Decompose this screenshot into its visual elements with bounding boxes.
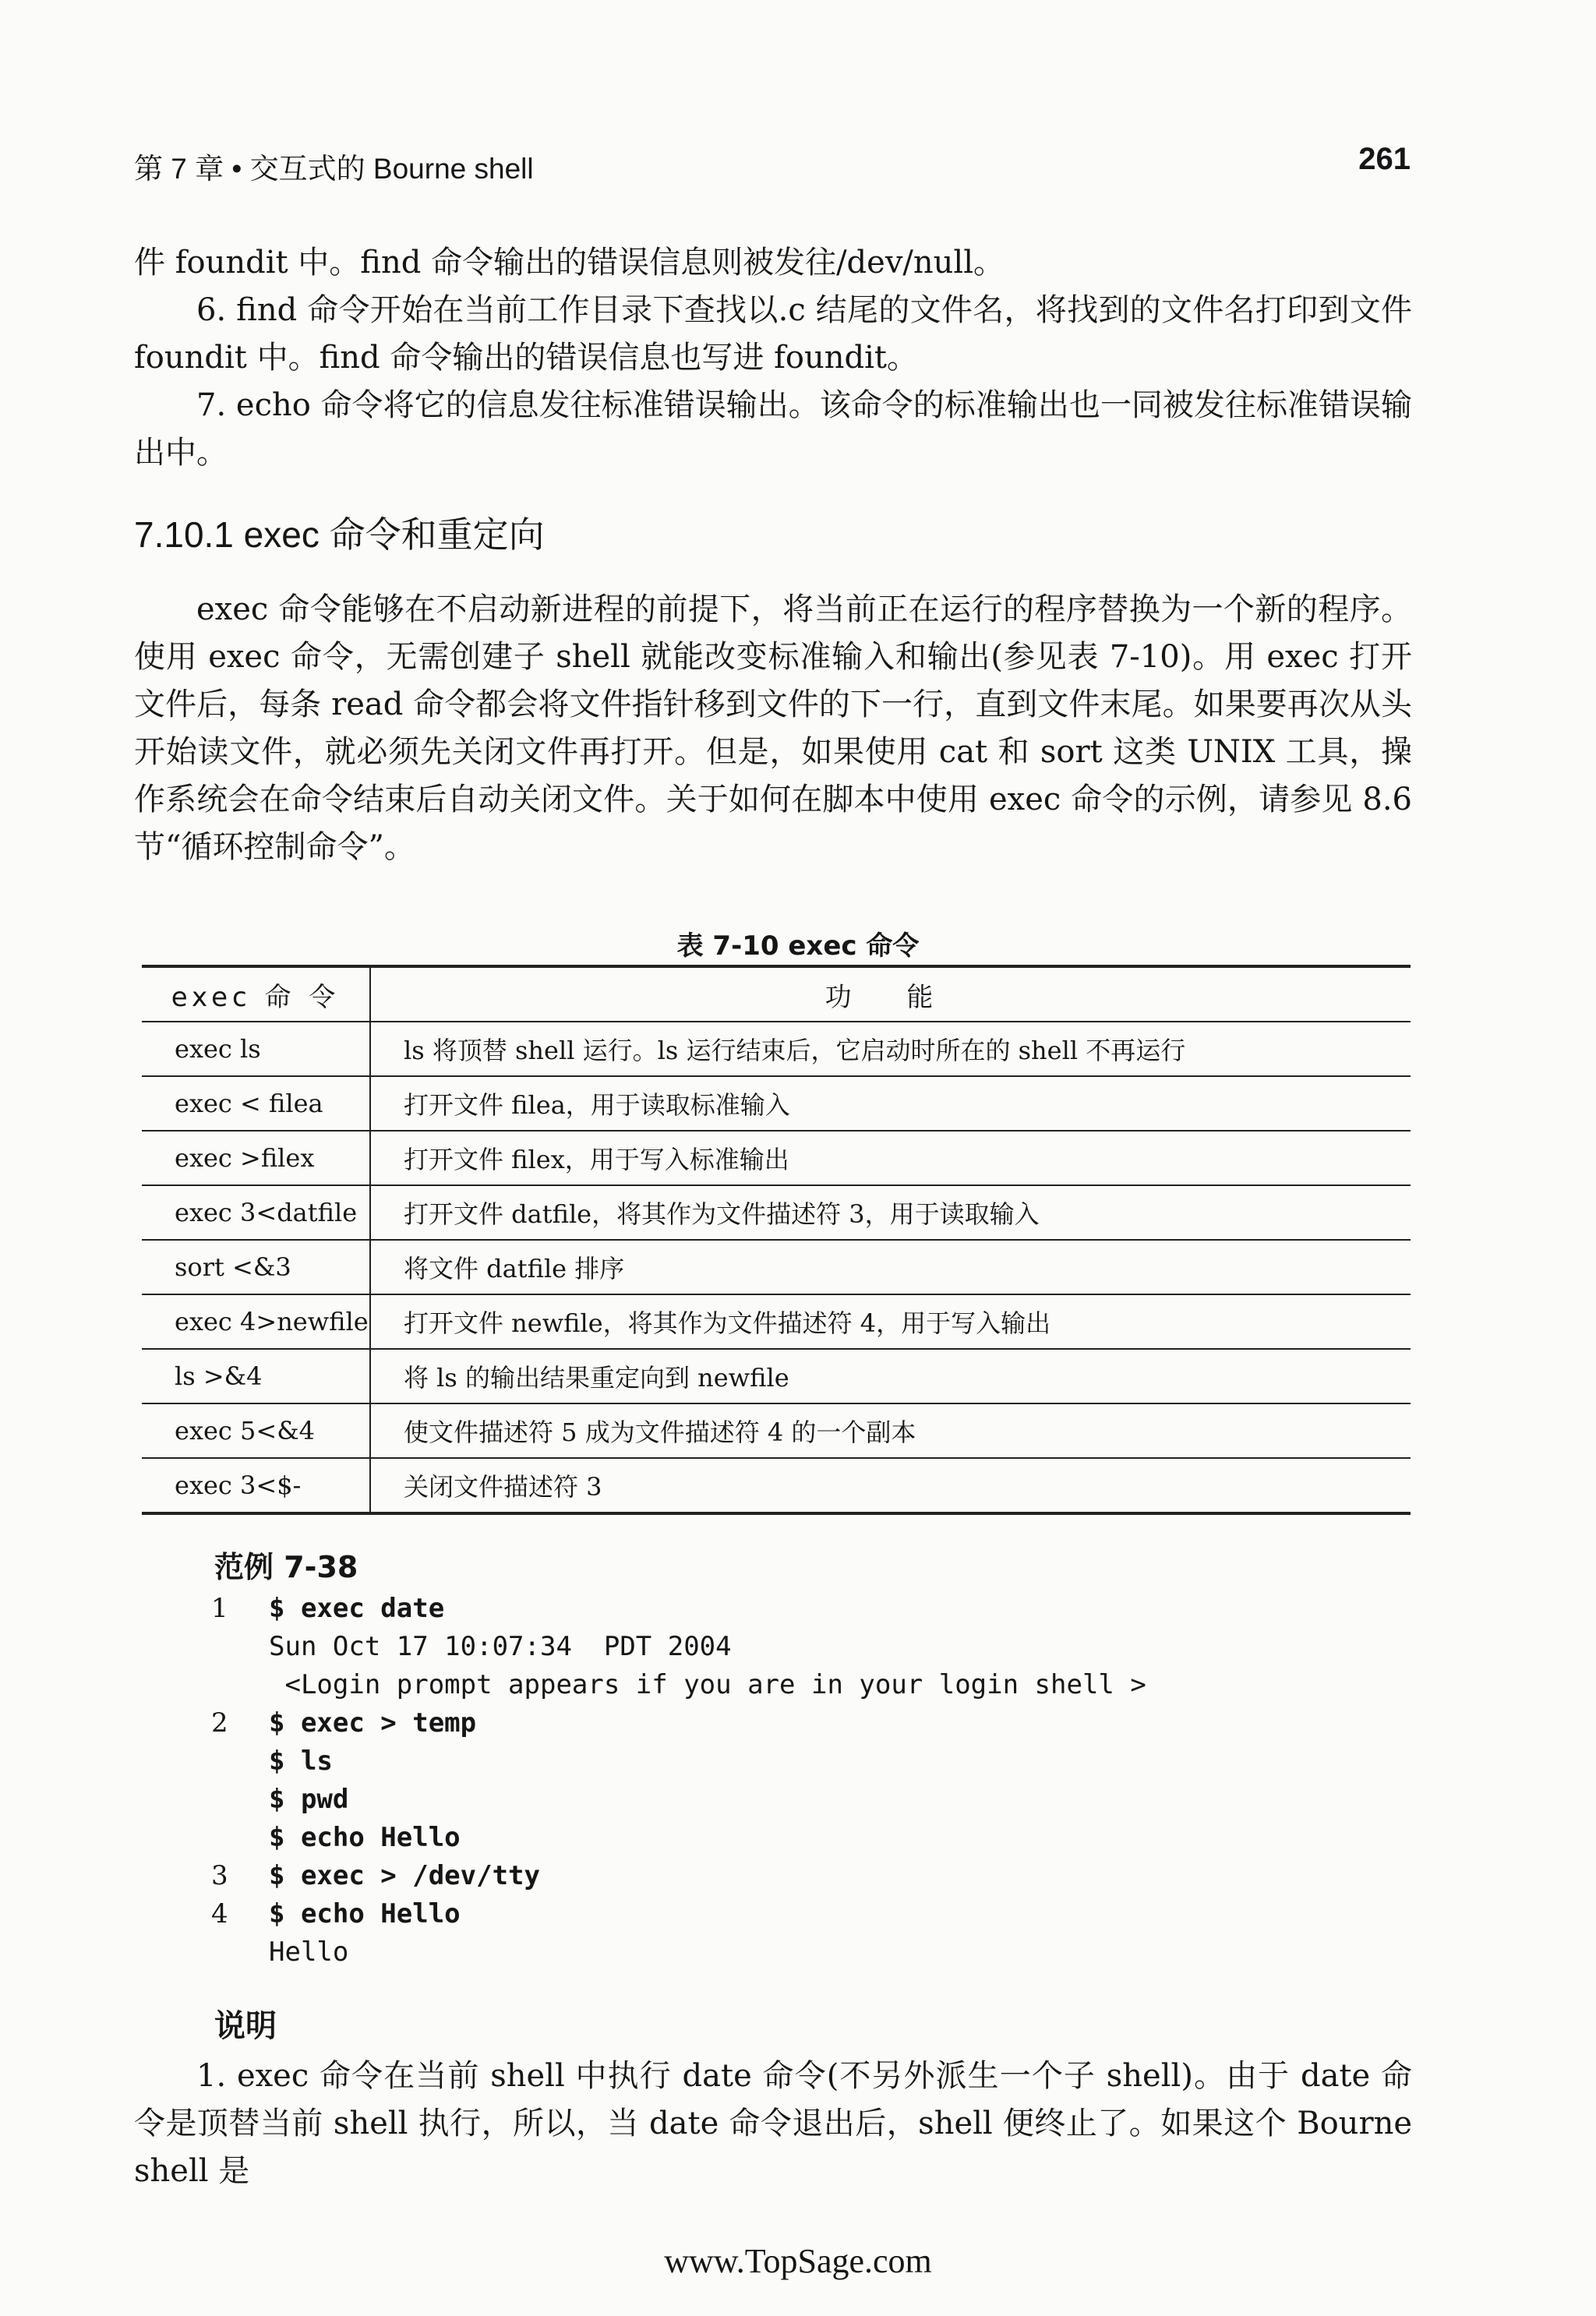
code-line-text: $ echo Hello [269,1898,461,1929]
code-line-number: 1 [211,1593,228,1624]
code-line-text: $ pwd [269,1784,349,1815]
table-cell-command: exec >filex [142,1131,370,1185]
table-caption: 表 7-10 exec 命令 [676,930,920,962]
code-line-text: $ exec > /dev/tty [269,1860,540,1891]
table-row [142,1022,1411,1076]
table-row [142,1185,1411,1240]
table-cell-command: ls >&4 [142,1349,370,1403]
notes-paragraph: 1. exec 命令在当前 shell 中执行 date 命令(不另外派生一个子 shell)。由于 date 命令是顶替当前 shell 执行，所以，当 date 命令退出后，shell 便终止了。如果这个 Bourne shell 是 [134,2058,1412,2189]
code-line-text: $ exec > temp [269,1707,477,1739]
section-paragraph: exec 命令能够在不启动新进程的前提下，将当前正在运行的程序替换为一个新的程序。使用 exec 命令，无需创建子 shell 就能改变标准输入和输出(参见表 7-10)。用 exec 打开文件后，每条 read 命令都会将文件指针移到文件的下一行，直到文件末尾。如果要再次从头开始读文件，就必须先关闭文件再打开。但是，如果使用 cat 和 sort 这类 UNIX 工具，操作系统会在命令结束后自动关闭文件。关于如何在脚本中使用 exec 命令的示例，请参见 8.6 节“循环控制命令”。 [134,591,1412,865]
table-cell-function: 将 ls 的输出结果重定向到 newfile [370,1349,1411,1403]
table-cell-command: exec < filea [142,1076,370,1131]
page-number: 261 [1358,142,1411,176]
exec-command-table [142,965,1411,1515]
code-line-number: 2 [211,1707,228,1739]
table-row [142,1294,1411,1349]
code-line-number: 4 [211,1898,228,1929]
table-header-row [142,966,1411,1022]
table-cell-function: 打开文件 filex，用于写入标准输出 [370,1131,1411,1185]
table-cell-command: exec 3<$- [142,1458,370,1513]
code-line-text: $ ls [269,1746,333,1777]
table-row [142,1076,1411,1131]
intro-item-7: 7. echo 命令将它的信息发往标准错误输出。该命令的标准输出也一同被发往标准错误输出中。 [134,387,1412,471]
footer-url: www.TopSage.com [664,2242,932,2280]
code-line-number: 3 [211,1860,228,1891]
code-line-text: Hello [269,1936,349,1968]
table-row [142,1458,1411,1513]
table-cell-function: 关闭文件描述符 3 [370,1458,1411,1513]
intro-line-continuation: 件 foundit 中。find 命令输出的错误信息则被发往/dev/null。 [134,245,1005,281]
table-cell-command: exec 5<&4 [142,1403,370,1458]
intro-item-6: 6. find 命令开始在当前工作目录下查找以.c 结尾的文件名，将找到的文件名打印到文件 foundit 中。find 命令输出的错误信息也写进 foundit。 [134,292,1412,376]
code-line-text: Sun Oct 17 10:07:34 PDT 2004 [269,1631,732,1662]
table-cell-function: ls 将顶替 shell 运行。ls 运行结束后，它启动时所在的 shell 不再运行 [370,1022,1411,1076]
notes-title: 说明 [214,2008,277,2044]
table-cell-function: 打开文件 datfile，将其作为文件描述符 3，用于读取输入 [370,1185,1411,1240]
table-cell-function: 将文件 datfile 排序 [370,1240,1411,1294]
table-cell-function: 使文件描述符 5 成为文件描述符 4 的一个副本 [370,1403,1411,1458]
table-row [142,1349,1411,1403]
table-cell-command: exec 3<datfile [142,1185,370,1240]
table-row [142,1403,1411,1458]
table-cell-function: 打开文件 newfile，将其作为文件描述符 4，用于写入输出 [370,1294,1411,1349]
table-row [142,1240,1411,1294]
header-exec-command: exec 命 令 [142,966,370,1022]
section-title: 7.10.1 exec 命令和重定向 [134,514,545,555]
running-header: 第 7 章 • 交互式的 Bourne shell [134,153,534,185]
intro-text [134,239,1412,477]
code-line-text: $ echo Hello [269,1822,461,1853]
table-cell-function: 打开文件 filea，用于读取标准输入 [370,1076,1411,1131]
code-line-text: <Login prompt appears if you are in your login shell > [269,1669,1146,1700]
table-cell-command: exec ls [142,1022,370,1076]
example-title: 范例 7-38 [214,1550,358,1584]
section-body [134,586,1412,871]
header-function: 功 能 [370,966,1411,1022]
code-line-text: $ exec date [269,1593,445,1624]
notes-body [134,2053,1412,2195]
table-row [142,1131,1411,1185]
table-cell-command: exec 4>newfile [142,1294,370,1349]
table-cell-command: sort <&3 [142,1240,370,1294]
